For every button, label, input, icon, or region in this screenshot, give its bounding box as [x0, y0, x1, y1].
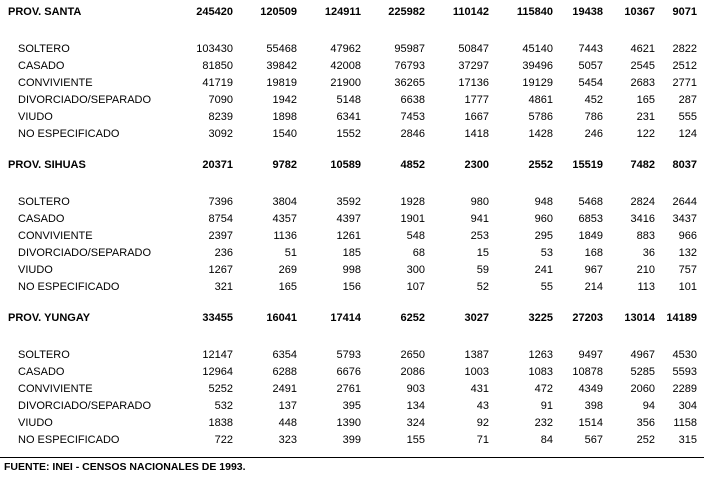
- row-label: SOLTERO: [18, 43, 70, 55]
- table-cell: 52: [476, 281, 489, 293]
- table-cell: 101: [678, 281, 697, 293]
- table-cell: 15: [476, 247, 489, 259]
- table-cell: 960: [534, 213, 553, 225]
- table-cell: 2683: [630, 77, 655, 89]
- province-total-cell: 27203: [572, 312, 603, 324]
- table-cell: 12147: [202, 349, 233, 361]
- table-cell: 4357: [272, 213, 297, 225]
- table-cell: 71: [476, 434, 489, 446]
- table-cell: 5468: [578, 196, 603, 208]
- row-label: NO ESPECIFICADO: [18, 281, 120, 293]
- table-cell: 4397: [336, 213, 361, 225]
- table-cell: 300: [406, 264, 425, 276]
- table-row: [0, 41, 704, 58]
- table-cell: 555: [678, 111, 697, 123]
- table-cell: 2644: [672, 196, 697, 208]
- table-cell: 92: [476, 417, 489, 429]
- table-cell: 1942: [272, 94, 297, 106]
- table-cell: 7443: [578, 43, 603, 55]
- table-cell: 246: [584, 128, 603, 140]
- table-row: [0, 415, 704, 432]
- province-total-cell: 124911: [324, 6, 361, 18]
- province-total-cell: 16041: [266, 312, 297, 324]
- table-cell: 39842: [266, 60, 297, 72]
- table-cell: 252: [636, 434, 655, 446]
- table-row: [0, 364, 704, 381]
- table-cell: 4349: [578, 383, 603, 395]
- table-cell: 4861: [528, 94, 553, 106]
- table-cell: 980: [470, 196, 489, 208]
- table-cell: 241: [534, 264, 553, 276]
- table-cell: 1928: [400, 196, 425, 208]
- table-cell: 36265: [394, 77, 425, 89]
- table-cell: 5252: [208, 383, 233, 395]
- province-total-cell: 19438: [572, 6, 603, 18]
- table-cell: 567: [584, 434, 603, 446]
- row-label: VIUDO: [18, 111, 53, 123]
- table-cell: 295: [534, 230, 553, 242]
- table-cell: 2289: [672, 383, 697, 395]
- table-cell: 55468: [266, 43, 297, 55]
- table-cell: 757: [678, 264, 697, 276]
- province-total-cell: 115840: [516, 6, 553, 18]
- table-cell: 1267: [208, 264, 233, 276]
- table-cell: 1838: [208, 417, 233, 429]
- row-label: CASADO: [18, 213, 65, 225]
- province-total-cell: 13014: [624, 312, 655, 324]
- table-cell: 903: [406, 383, 425, 395]
- table-cell: 883: [636, 230, 655, 242]
- province-total-cell: 9071: [672, 6, 697, 18]
- table-cell: 3437: [672, 213, 697, 225]
- table-cell: 3592: [336, 196, 361, 208]
- table-cell: 21900: [330, 77, 361, 89]
- table-cell: 39496: [522, 60, 553, 72]
- table-cell: 966: [678, 230, 697, 242]
- table-row: [0, 228, 704, 245]
- table-cell: 1263: [528, 349, 553, 361]
- table-cell: 185: [342, 247, 361, 259]
- row-label: CASADO: [18, 366, 65, 378]
- province-total-cell: 3225: [528, 312, 553, 324]
- table-cell: 5454: [578, 77, 603, 89]
- table-cell: 81850: [202, 60, 233, 72]
- table-cell: 134: [406, 400, 425, 412]
- province-row: [0, 4, 704, 21]
- table-cell: 5148: [336, 94, 361, 106]
- source-note: FUENTE: INEI - CENSOS NACIONALES DE 1993.: [4, 461, 246, 473]
- table-cell: 2822: [672, 43, 697, 55]
- table-cell: 2397: [208, 230, 233, 242]
- table-cell: 214: [584, 281, 603, 293]
- table-cell: 948: [534, 196, 553, 208]
- table-cell: 6638: [400, 94, 425, 106]
- table-cell: 19819: [266, 77, 297, 89]
- province-total-cell: 17414: [330, 312, 361, 324]
- table-cell: 2086: [400, 366, 425, 378]
- row-label: CONVIVIENTE: [18, 383, 93, 395]
- row-label: SOLTERO: [18, 196, 70, 208]
- table-cell: 50847: [458, 43, 489, 55]
- table-row: [0, 262, 704, 279]
- table-cell: 37297: [458, 60, 489, 72]
- table-cell: 1667: [464, 111, 489, 123]
- table-cell: 998: [342, 264, 361, 276]
- table-cell: 395: [342, 400, 361, 412]
- table-cell: 722: [214, 434, 233, 446]
- province-total-cell: 10589: [330, 159, 361, 171]
- table-cell: 1428: [528, 128, 553, 140]
- table-cell: 10878: [572, 366, 603, 378]
- table-cell: 51: [284, 247, 297, 259]
- province-row: [0, 310, 704, 327]
- province-name: PROV. SANTA: [8, 6, 82, 18]
- table-row: [0, 211, 704, 228]
- table-cell: 253: [470, 230, 489, 242]
- table-cell: 3092: [208, 128, 233, 140]
- table-cell: 1387: [464, 349, 489, 361]
- province-total-cell: 245420: [196, 6, 233, 18]
- table-cell: 47962: [330, 43, 361, 55]
- table-cell: 7396: [208, 196, 233, 208]
- table-cell: 156: [342, 281, 361, 293]
- province-name: PROV. SIHUAS: [8, 159, 86, 171]
- table-row: [0, 381, 704, 398]
- table-cell: 2761: [336, 383, 361, 395]
- table-cell: 2491: [272, 383, 297, 395]
- table-cell: 107: [406, 281, 425, 293]
- table-cell: 1514: [578, 417, 603, 429]
- province-total-cell: 9782: [272, 159, 297, 171]
- table-row: [0, 398, 704, 415]
- table-cell: 59: [476, 264, 489, 276]
- table-cell: 3416: [630, 213, 655, 225]
- table-cell: 941: [470, 213, 489, 225]
- province-total-cell: 225982: [388, 6, 425, 18]
- province-total-cell: 2300: [464, 159, 489, 171]
- table-cell: 448: [278, 417, 297, 429]
- table-cell: 17136: [458, 77, 489, 89]
- table-cell: 5786: [528, 111, 553, 123]
- table-cell: 137: [278, 400, 297, 412]
- table-row: [0, 432, 704, 449]
- table-cell: 6341: [336, 111, 361, 123]
- row-label: CONVIVIENTE: [18, 77, 93, 89]
- table-cell: 548: [406, 230, 425, 242]
- table-cell: 94: [642, 400, 655, 412]
- table-cell: 5793: [336, 349, 361, 361]
- table-cell: 287: [678, 94, 697, 106]
- province-total-cell: 4852: [400, 159, 425, 171]
- table-row: [0, 194, 704, 211]
- table-cell: 7453: [400, 111, 425, 123]
- province-total-cell: 110142: [452, 6, 489, 18]
- table-cell: 113: [637, 281, 655, 293]
- table-cell: 6853: [578, 213, 603, 225]
- footer-divider: [0, 457, 704, 458]
- table-cell: 304: [678, 400, 697, 412]
- table-cell: 323: [278, 434, 297, 446]
- table-cell: 1158: [673, 417, 697, 429]
- table-cell: 12964: [202, 366, 233, 378]
- table-cell: 36: [642, 247, 655, 259]
- table-cell: 6354: [272, 349, 297, 361]
- table-cell: 165: [636, 94, 655, 106]
- table-cell: 431: [470, 383, 489, 395]
- table-cell: 6288: [272, 366, 297, 378]
- table-cell: 4967: [630, 349, 655, 361]
- province-total-cell: 3027: [464, 312, 489, 324]
- table-cell: 95987: [394, 43, 425, 55]
- table-row: [0, 126, 704, 143]
- row-label: DIVORCIADO/SEPARADO: [18, 94, 152, 106]
- table-cell: 1003: [464, 366, 489, 378]
- table-cell: 1777: [464, 94, 489, 106]
- table-cell: 269: [278, 264, 297, 276]
- table-cell: 84: [540, 434, 553, 446]
- table-cell: 5285: [630, 366, 655, 378]
- province-row: [0, 157, 704, 174]
- table-cell: 168: [584, 247, 603, 259]
- table-cell: 356: [636, 417, 655, 429]
- province-total-cell: 6252: [400, 312, 425, 324]
- table-cell: 315: [678, 434, 697, 446]
- table-cell: 7090: [208, 94, 233, 106]
- table-cell: 2512: [672, 60, 697, 72]
- table-cell: 1540: [272, 128, 297, 140]
- province-total-cell: 14189: [666, 312, 697, 324]
- province-total-cell: 33455: [202, 312, 233, 324]
- table-row: [0, 109, 704, 126]
- table-cell: 1901: [400, 213, 425, 225]
- row-label: DIVORCIADO/SEPARADO: [18, 400, 152, 412]
- table-row: [0, 245, 704, 262]
- province-name: PROV. YUNGAY: [8, 312, 91, 324]
- table-cell: 236: [214, 247, 233, 259]
- table-cell: 8239: [208, 111, 233, 123]
- table-cell: 2771: [672, 77, 697, 89]
- province-total-cell: 120509: [260, 6, 297, 18]
- province-total-cell: 2552: [528, 159, 553, 171]
- table-cell: 321: [214, 281, 233, 293]
- table-row: [0, 347, 704, 364]
- table-cell: 124: [678, 128, 697, 140]
- table-cell: 2846: [400, 128, 425, 140]
- table-cell: 2545: [630, 60, 655, 72]
- table-cell: 4530: [672, 349, 697, 361]
- table-cell: 6676: [336, 366, 361, 378]
- table-cell: 9497: [578, 349, 603, 361]
- table-cell: 76793: [394, 60, 425, 72]
- row-label: VIUDO: [18, 417, 53, 429]
- province-total-cell: 10367: [624, 6, 655, 18]
- table-cell: 1418: [464, 128, 489, 140]
- table-cell: 43: [476, 400, 489, 412]
- table-cell: 45140: [522, 43, 553, 55]
- table-cell: 41719: [202, 77, 233, 89]
- table-cell: 8754: [208, 213, 233, 225]
- table-cell: 1898: [272, 111, 297, 123]
- table-cell: 231: [636, 111, 655, 123]
- table-cell: 19129: [522, 77, 553, 89]
- table-cell: 786: [584, 111, 603, 123]
- table-cell: 1849: [578, 230, 603, 242]
- table-cell: 42008: [330, 60, 361, 72]
- row-label: SOLTERO: [18, 349, 70, 361]
- row-label: NO ESPECIFICADO: [18, 434, 120, 446]
- table-cell: 2650: [400, 349, 425, 361]
- table-row: [0, 92, 704, 109]
- table-row: [0, 58, 704, 75]
- table-cell: 91: [540, 400, 553, 412]
- table-cell: 155: [406, 434, 425, 446]
- table-row: [0, 75, 704, 92]
- province-total-cell: 20371: [202, 159, 233, 171]
- table-cell: 122: [636, 128, 655, 140]
- table-cell: 4621: [630, 43, 655, 55]
- row-label: CASADO: [18, 60, 65, 72]
- row-label: DIVORCIADO/SEPARADO: [18, 247, 152, 259]
- table-cell: 210: [636, 264, 655, 276]
- province-total-cell: 7482: [630, 159, 655, 171]
- row-label: VIUDO: [18, 264, 53, 276]
- table-cell: 532: [214, 400, 233, 412]
- table-cell: 53: [540, 247, 553, 259]
- table-cell: 1261: [336, 230, 361, 242]
- table-cell: 324: [406, 417, 425, 429]
- table-cell: 399: [342, 434, 361, 446]
- table-cell: 55: [540, 281, 553, 293]
- table-cell: 1552: [336, 128, 361, 140]
- province-total-cell: 15519: [572, 159, 603, 171]
- table-cell: 132: [678, 247, 697, 259]
- table-cell: 165: [278, 281, 297, 293]
- row-label: CONVIVIENTE: [18, 230, 93, 242]
- table-cell: 967: [584, 264, 603, 276]
- table-cell: 452: [584, 94, 603, 106]
- table-cell: 5057: [578, 60, 603, 72]
- province-total-cell: 8037: [672, 159, 697, 171]
- table-cell: 3804: [272, 196, 297, 208]
- table-row: [0, 279, 704, 296]
- table-cell: 1083: [528, 366, 553, 378]
- table-cell: 2824: [630, 196, 655, 208]
- table-cell: 68: [412, 247, 425, 259]
- table-cell: 5593: [672, 366, 697, 378]
- table-cell: 398: [584, 400, 603, 412]
- table-cell: 103430: [196, 43, 233, 55]
- table-cell: 1136: [273, 230, 297, 242]
- table-cell: 2060: [630, 383, 655, 395]
- row-label: NO ESPECIFICADO: [18, 128, 120, 140]
- table-cell: 232: [534, 417, 553, 429]
- table-cell: 472: [534, 383, 553, 395]
- table-cell: 1390: [336, 417, 361, 429]
